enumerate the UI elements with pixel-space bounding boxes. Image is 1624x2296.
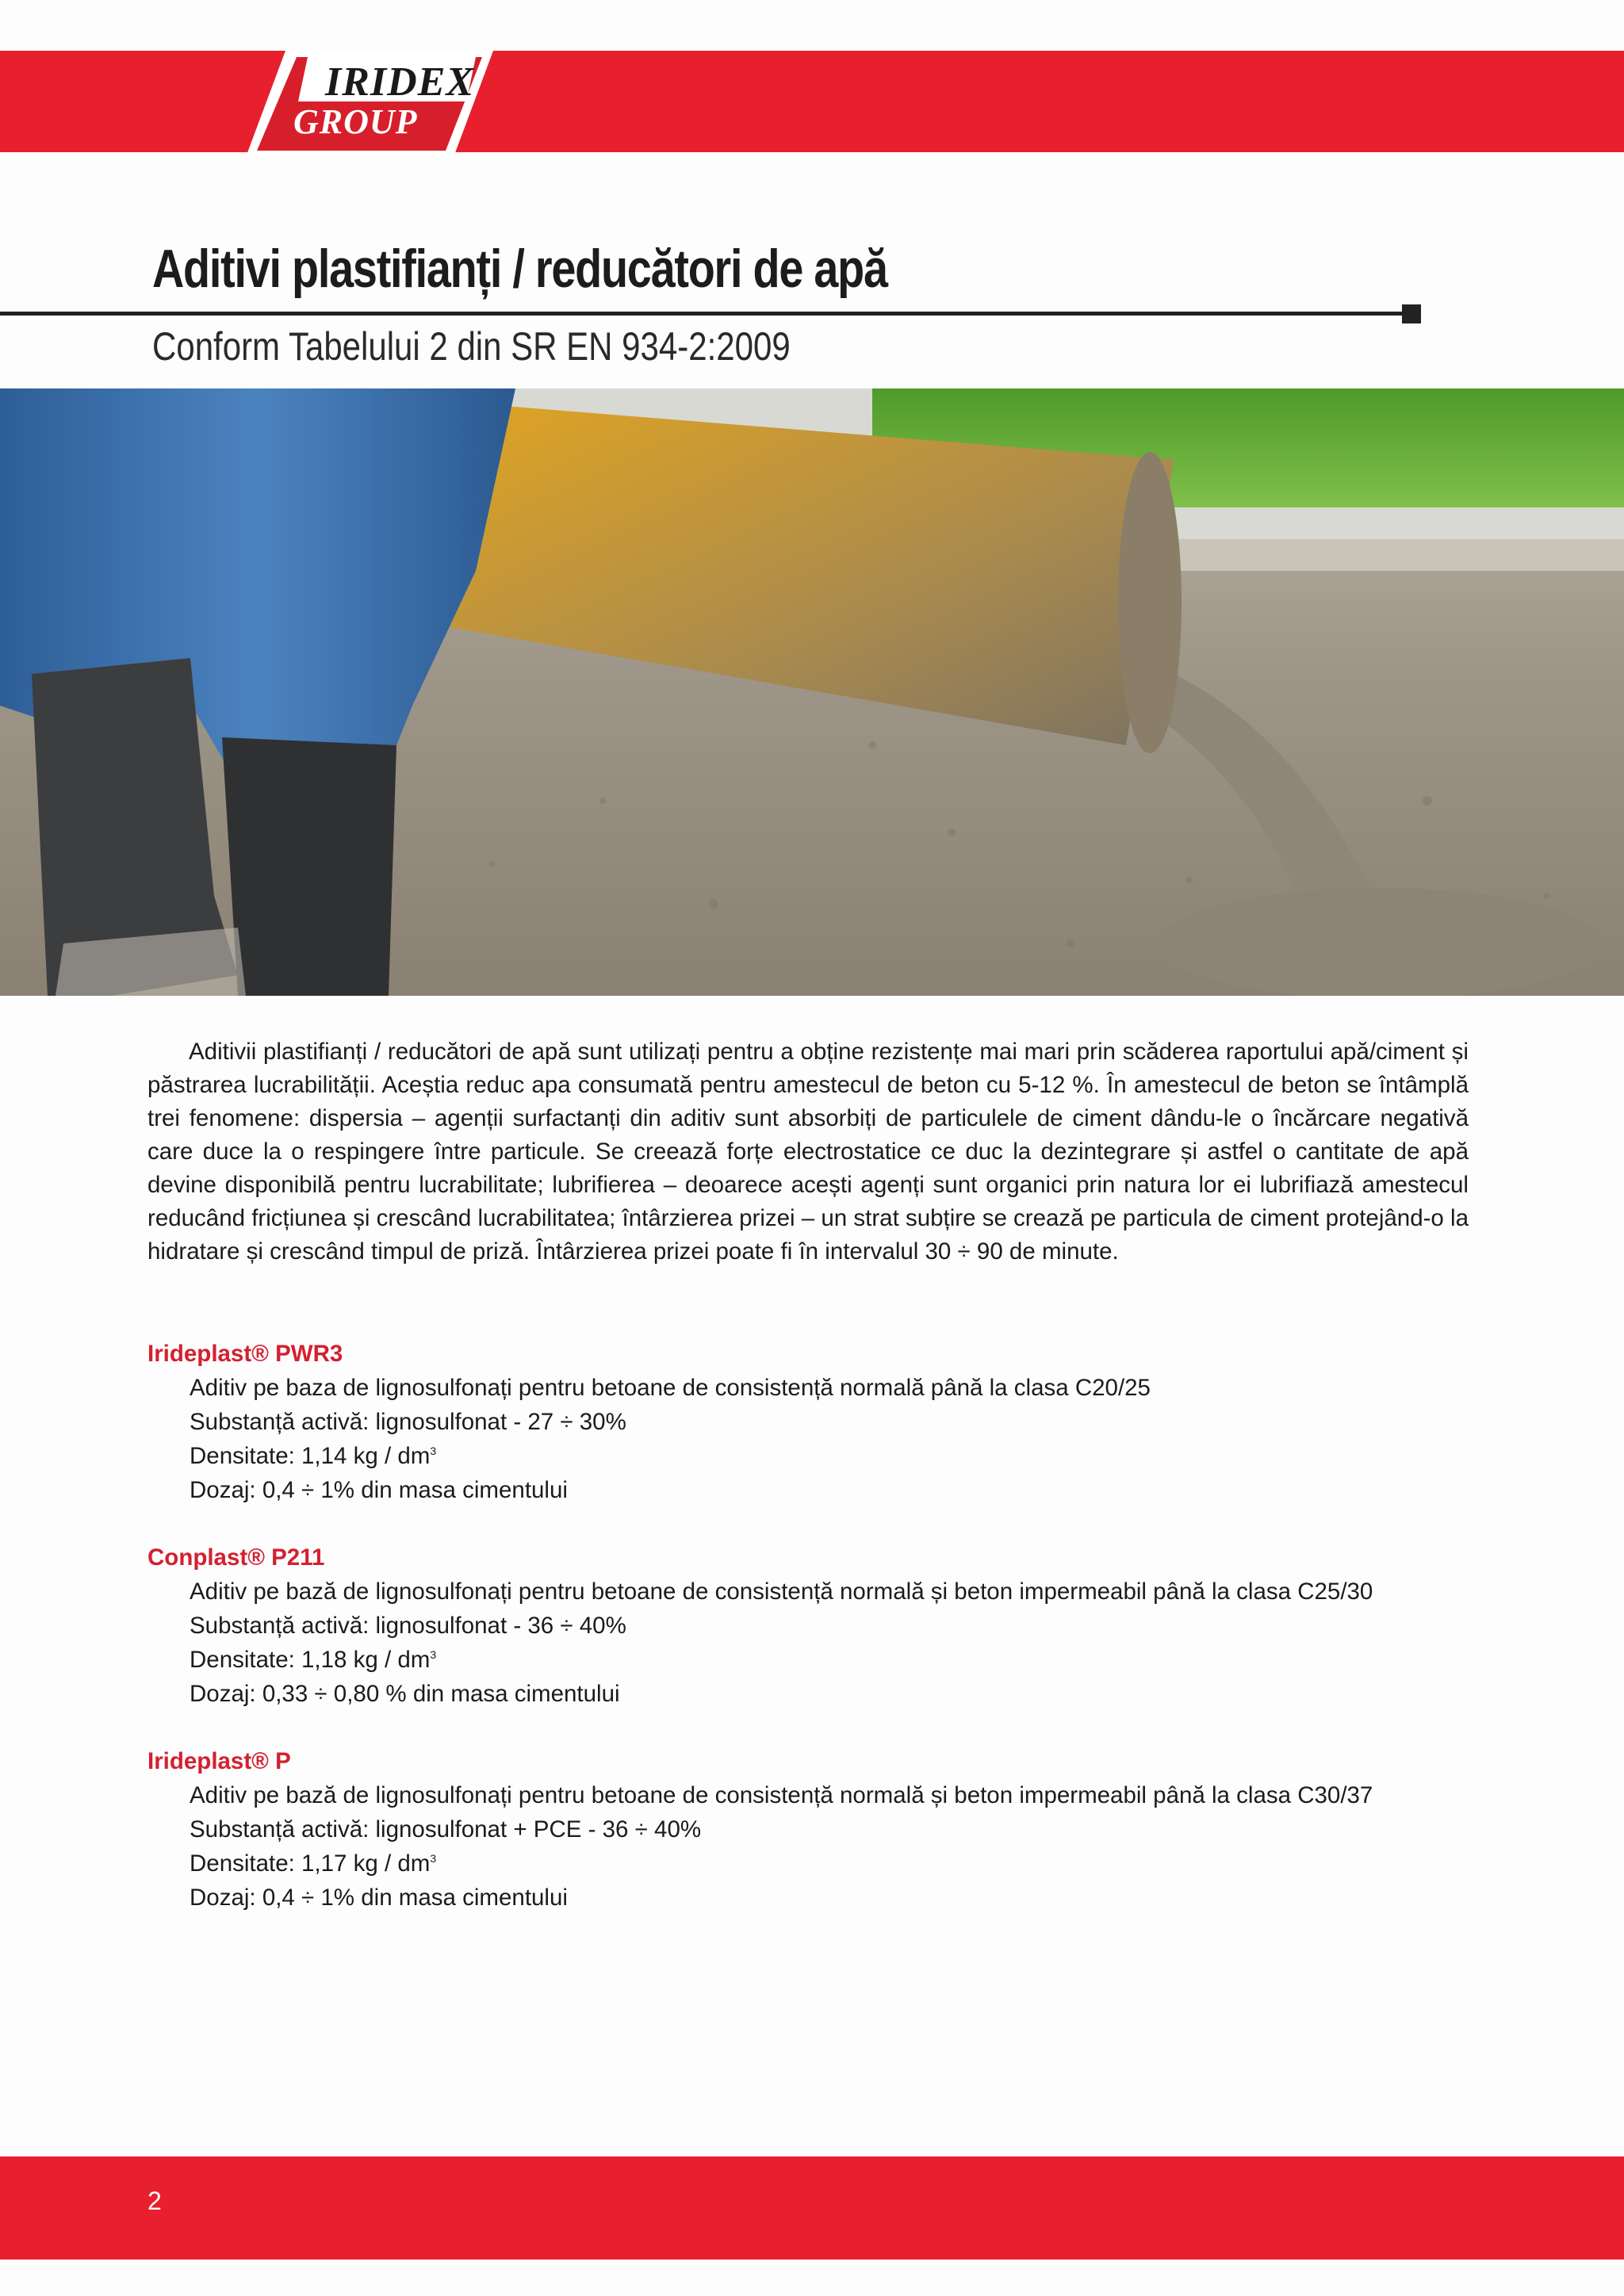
product-description: Aditiv pe baza de lignosulfonați pentru betoane de consistență normală până la clasa C20/25: [190, 1375, 1151, 1401]
product-name: Irideplast® P: [147, 1748, 291, 1774]
density-exponent: 3: [430, 1852, 437, 1866]
iridex-logo: [238, 44, 508, 163]
concrete-pouring-photo: [0, 388, 1624, 996]
product-density: [147, 1643, 1496, 1677]
density-text: Densitate: 1,18 kg / dm: [190, 1647, 431, 1673]
rule-end-square: [1402, 304, 1421, 323]
product-description: Aditiv pe bază de lignosulfonați pentru betoane de consistență normală și beton impermeabil până la clasa C30/37: [190, 1782, 1373, 1808]
footer-band: [0, 2156, 1624, 2260]
product-list: [147, 1337, 1496, 1948]
product-item: [147, 1540, 1496, 1711]
product-active-substance: Substanță activă: lignosulfonat - 27 ÷ 30%: [190, 1409, 626, 1435]
page-subtitle: Conform Tabelului 2 din SR EN 934-2:2009: [152, 324, 791, 369]
title-rule: [0, 312, 1411, 316]
product-active-substance: Substanță activă: lignosulfonat + PCE - 36 ÷ 40%: [190, 1816, 702, 1843]
product-description: Aditiv pe bază de lignosulfonați pentru betoane de consistență normală și beton impermeabil până la clasa C25/30: [190, 1578, 1373, 1605]
product-density: [147, 1439, 1496, 1473]
product-item: [147, 1744, 1496, 1915]
product-active-substance: Substanță activă: lignosulfonat - 36 ÷ 40%: [190, 1613, 626, 1639]
product-dose: Dozaj: 0,4 ÷ 1% din masa cimentului: [190, 1477, 568, 1503]
density-text: Densitate: 1,14 kg / dm: [190, 1443, 431, 1469]
logo-line2: GROUP: [293, 102, 418, 141]
logo-line1: IRIDEX: [325, 59, 475, 105]
density-exponent: 3: [430, 1445, 437, 1458]
product-density: [147, 1846, 1496, 1881]
product-name: Conplast® P211: [147, 1544, 325, 1571]
density-exponent: 3: [430, 1648, 437, 1662]
product-name: Irideplast® PWR3: [147, 1341, 343, 1367]
page-number: 2: [147, 2187, 162, 2215]
product-dose: Dozaj: 0,4 ÷ 1% din masa cimentului: [190, 1885, 568, 1911]
product-item: [147, 1337, 1496, 1507]
density-text: Densitate: 1,17 kg / dm: [190, 1850, 431, 1877]
product-dose: Dozaj: 0,33 ÷ 0,80 % din masa cimentului: [190, 1681, 620, 1707]
intro-paragraph: Aditivii plastifianți / reducători de apă sunt utilizați pentru a obține rezistențe mai mari prin scăderea raportului apă/ciment și păstrarea lucrabilității. Aceștia reduc apa consumată pentru amestecul de beton cu 5-12 %. În amestecul de beton se întâmplă trei fenomene: dispersia – agenții surfactanți din aditiv sunt absorbiți de particulele de ciment dându-le o încărcare negativă care duce la o respingere între particule. Se creează forțe electrostatice ce duc la dezintegrare și astfel o cantitate de apă devine disponibilă pentru lucrabilitate; lubrifierea – deoarece acești agenți sunt organici prin natura lor ei lubrifiază amestecul reducând fricțiunea și crescând lucrabilitatea; întârzierea prizei – un strat subțire se crează pe particula de ciment protejând-o la hidratare și crescând timpul de priză. Întârzierea prizei poate fi în intervalul 30 ÷ 90 de minute.: [147, 1039, 1469, 1265]
page-title: Aditivi plastifianți / reducători de apă: [152, 239, 887, 299]
